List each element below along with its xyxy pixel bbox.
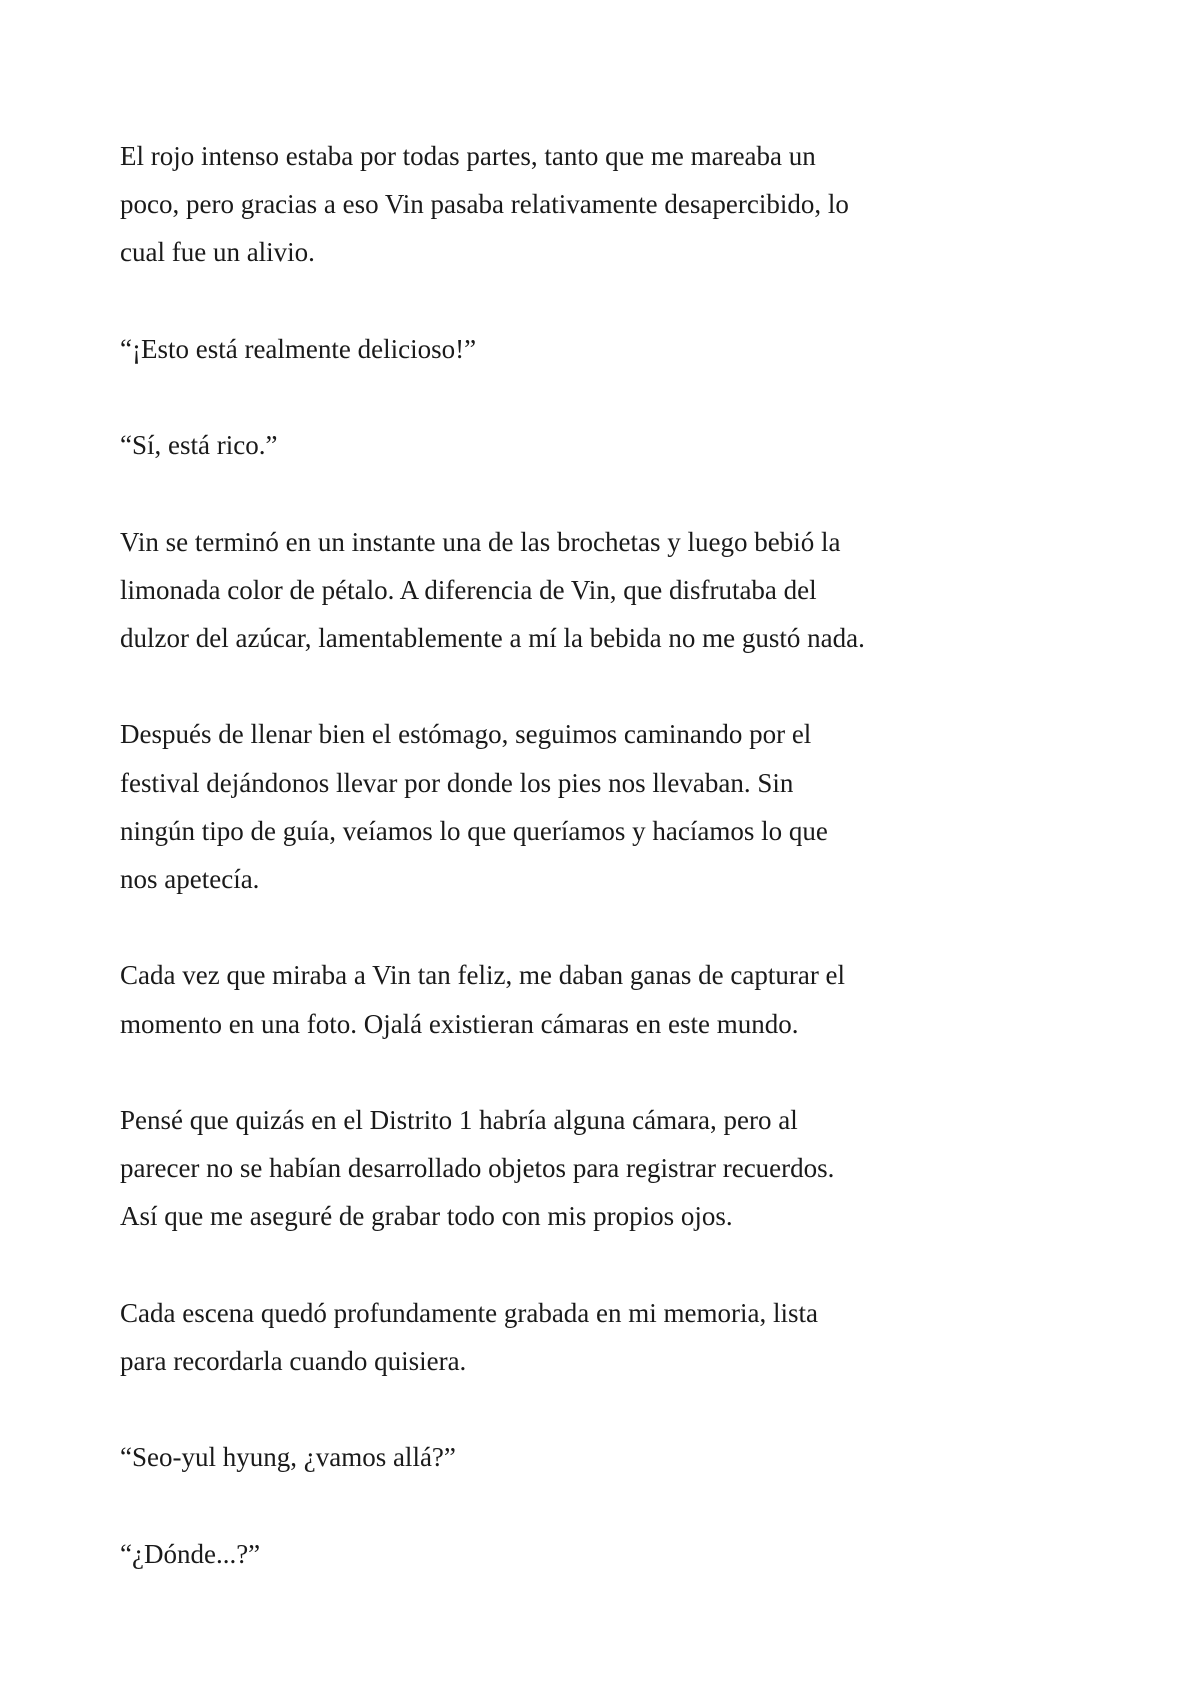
paragraph bbox=[120, 1096, 1120, 1241]
text-line: poco, pero gracias a eso Vin pasaba relativamente desapercibido, lo bbox=[120, 189, 849, 220]
text-line: Cada escena quedó profundamente grabada en mi memoria, lista bbox=[120, 1297, 818, 1328]
text-line: festival dejándonos llevar por donde los pies nos llevaban. Sin bbox=[120, 767, 794, 798]
text-line: para recordarla cuando quisiera. bbox=[120, 1345, 467, 1376]
paragraph bbox=[120, 710, 1120, 903]
text-line: “Sí, está rico.” bbox=[120, 430, 278, 461]
text-line: “¿Dónde...?” bbox=[120, 1538, 261, 1569]
text-line: “Seo-yul hyung, ¿vamos allá?” bbox=[120, 1442, 456, 1473]
text-line: dulzor del azúcar, lamentablemente a mí la bebida no me gustó nada. bbox=[120, 622, 865, 653]
paragraph bbox=[120, 518, 1120, 663]
text-line: “¡Esto está realmente delicioso!” bbox=[120, 333, 477, 364]
paragraph bbox=[120, 1289, 1120, 1385]
text-line: momento en una foto. Ojalá existieran cámaras en este mundo. bbox=[120, 1008, 799, 1039]
paragraph bbox=[120, 325, 1120, 373]
paragraph bbox=[120, 1530, 1120, 1578]
paragraph bbox=[120, 1433, 1120, 1481]
text-line: limonada color de pétalo. A diferencia de Vin, que disfrutaba del bbox=[120, 574, 817, 605]
text-line: El rojo intenso estaba por todas partes, tanto que me mareaba un bbox=[120, 141, 816, 171]
text-line: Pensé que quizás en el Distrito 1 habría alguna cámara, pero al bbox=[120, 1104, 798, 1135]
paragraph bbox=[120, 951, 1120, 1047]
text-line: parecer no se habían desarrollado objetos para registrar recuerdos. bbox=[120, 1153, 835, 1184]
paragraph bbox=[120, 132, 1120, 277]
text-line: nos apetecía. bbox=[120, 863, 260, 894]
text-line: Cada vez que miraba a Vin tan feliz, me daban ganas de capturar el bbox=[120, 960, 846, 991]
text-line: Después de llenar bien el estómago, seguimos caminando por el bbox=[120, 719, 812, 750]
text-line: cual fue un alivio. bbox=[120, 237, 315, 268]
text-line: Vin se terminó en un instante una de las brochetas y luego bebió la bbox=[120, 526, 841, 557]
paragraph bbox=[120, 421, 1120, 469]
text-line: Así que me aseguré de grabar todo con mis propios ojos. bbox=[120, 1201, 733, 1232]
text-line: ningún tipo de guía, veíamos lo que queríamos y hacíamos lo que bbox=[120, 815, 828, 846]
